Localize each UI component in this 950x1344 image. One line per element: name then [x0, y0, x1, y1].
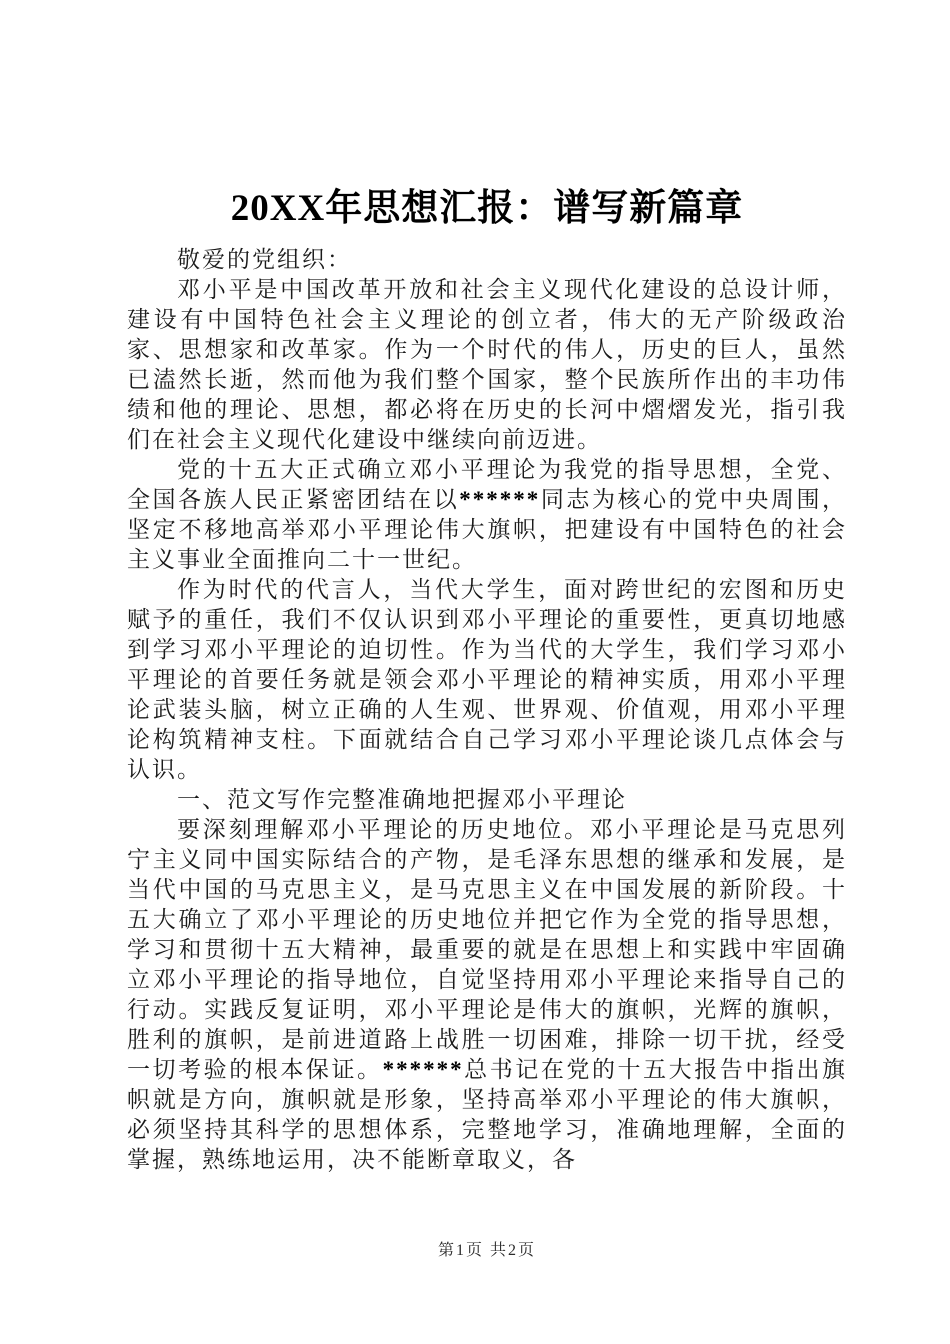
- document-content: [127, 186, 847, 1175]
- salutation: 敬爱的党组织：: [177, 247, 352, 272]
- document-body: [127, 245, 847, 1175]
- paragraph-students: 作为时代的代言人，当代大学生，面对跨世纪的宏图和历史赋予的重任，我们不仅认识到邓小平理论的重要性，更真切地感到学习邓小平理论的迫切性。作为当代的大学生，我们学习邓小平理论的首要任务就是领会邓小平理论的精神实质，用邓小平理论武装头脑，树立正确的人生观、世界观、价值观，用邓小平理论构筑精神支柱。下面就结合自己学习邓小平理论谈几点体会与认识。: [127, 577, 847, 782]
- paragraph-fifteenth-congress: 党的十五大正式确立邓小平理论为我党的指导思想，全党、全国各族人民正紧密团结在以******同志为核心的党中央周围，坚定不移地高举邓小平理论伟大旗帜，把建设有中国特色的社会主义事业全面推向二十一世纪。: [127, 457, 848, 572]
- paragraph-intro: 邓小平是中国改革开放和社会主义现代化建设的总设计师，建设有中国特色社会主义理论的创立者，伟大的无产阶级政治家、思想家和改革家。作为一个时代的伟人，历史的巨人，虽然已溘然长逝，然而他为我们整个国家，整个民族所作出的丰功伟绩和他的理论、思想，都必将在历史的长河中熠熠发光，指引我们在社会主义现代化建设中继续向前迈进。: [127, 277, 847, 452]
- paragraph-theory-status: 要深刻理解邓小平理论的历史地位。邓小平理论是马克思列宁主义同中国实际结合的产物，是毛泽东思想的继承和发展，是当代中国的马克思主义，是马克思主义在中国发展的新阶段。十五大确立了邓小平理论的历史地位并把它作为全党的指导思想，学习和贯彻十五大精神，最重要的就是在思想上和实践中牢固确立邓小平理论的指导地位，自觉坚持用邓小平理论来指导自己的行动。实践反复证明，邓小平理论是伟大的旗帜，光辉的旗帜，胜利的旗帜，是前进道路上战胜一切困难，排除一切干扰，经受一切考验的根本保证。******总书记在党的十五大报告中指出旗帜就是方向，旗帜就是形象，坚持高举邓小平理论的伟大旗帜，必须坚持其科学的思想体系，完整地学习，准确地理解，全面的掌握，熟练地运用，决不能断章取义，各: [127, 817, 848, 1172]
- section-heading-one: 一、范文写作完整准确地把握邓小平理论: [177, 787, 627, 812]
- document-title: 20XX年思想汇报：谱写新篇章: [230, 188, 744, 229]
- page-number-footer: 第1页 共2页: [437, 1242, 536, 1259]
